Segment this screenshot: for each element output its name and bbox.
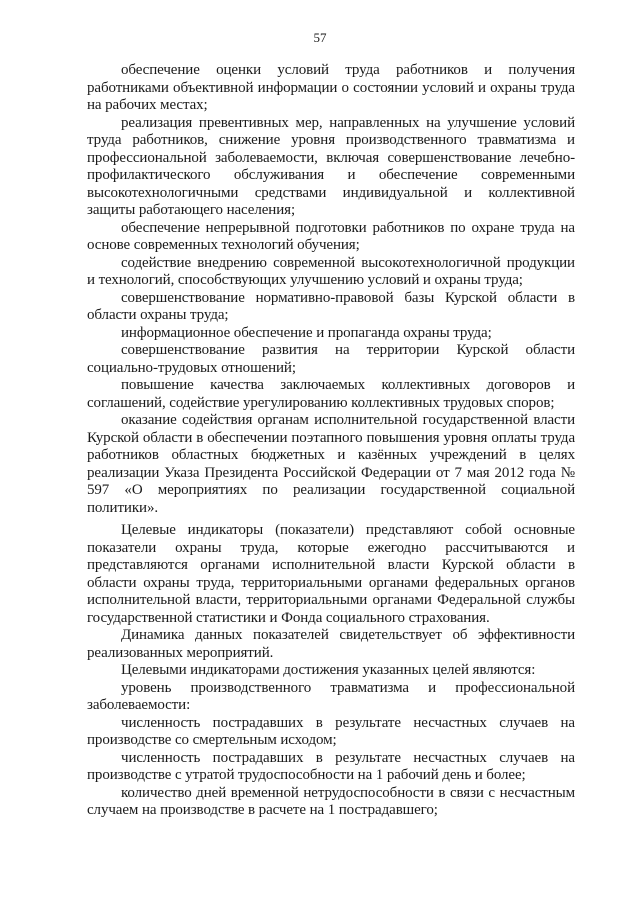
paragraph-dynamics: Динамика данных показателей свидетельствует об эффективности реализованных мероприятий.	[87, 627, 575, 661]
paragraph-indicators-intro: Целевыми индикаторами достижения указанных целей являются:	[121, 662, 536, 678]
paragraph-social-labor: совершенствование развития на территории Курской области социально-трудовых отношений;	[87, 342, 575, 376]
document-body	[87, 62, 575, 820]
page-number: 57	[313, 30, 327, 45]
paragraph-assessment: обеспечение оценки условий труда работников и получения работниками объективной информации о состоянии условий и охраны труда на рабочих местах;	[87, 62, 575, 113]
paragraph-injury-level: уровень производственного травматизма и профессиональной заболеваемости:	[87, 679, 575, 713]
paragraph-legal-base: совершенствование нормативно-правовой базы Курской области в области охраны труда;	[87, 289, 575, 323]
paragraph-information: информационное обеспечение и пропаганда охраны труда;	[121, 324, 492, 341]
paragraph-collective-agreements: повышение качества заключаемых коллективных договоров и соглашений, содействие урегулированию коллективных трудовых споров;	[87, 377, 575, 411]
paragraph-technology: содействие внедрению современной высокотехнологичной продукции и технологий, способствующих улучшению условий и охраны труда;	[87, 254, 575, 288]
paragraph-fatal-injuries: численность пострадавших в результате несчастных случаев на производстве со смертельным исходом;	[87, 714, 575, 748]
paragraph-preventive-measures: реализация превентивных мер, направленных на улучшение условий труда работников, снижение уровня производственного травматизма и профессиональной заболеваемости, включая совершенствование лечебно-профилактического обслуживания и обеспечение современными высокотехнологичными средствами индивидуальной и коллективной защиты работающего населения;	[87, 114, 575, 218]
paragraph-sick-days: количество дней временной нетрудоспособности в связи с несчастным случаем на производстве в расчете на 1 пострадавшего;	[87, 784, 575, 818]
paragraph-wage-increase: оказание содействия органам исполнительной государственной власти Курской области в обеспечении поэтапного повышения уровня оплаты труда работников областных бюджетных и казённых учреждений в целях реализации Указа Президента Российской Федерации от 7 мая 2012 года № 597 «О мероприятиях по реализации государственной социальной политики».	[87, 412, 575, 516]
paragraph-training: обеспечение непрерывной подготовки работников по охране труда на основе современных технологий обучения;	[87, 219, 575, 253]
paragraph-target-indicators: Целевые индикаторы (показатели) представляют собой основные показатели охраны труда, которые ежегодно рассчитываются и представляются органами исполнительной власти Курской области в области охраны труда, территориальными органами федеральных органов исполнительной власти, территориальными органами Федеральной службы государственной статистики и Фонда социального страхования.	[87, 522, 575, 626]
paragraph-disability-injuries: численность пострадавших в результате несчастных случаев на производстве с утратой трудоспособности на 1 рабочий день и более;	[87, 749, 575, 783]
